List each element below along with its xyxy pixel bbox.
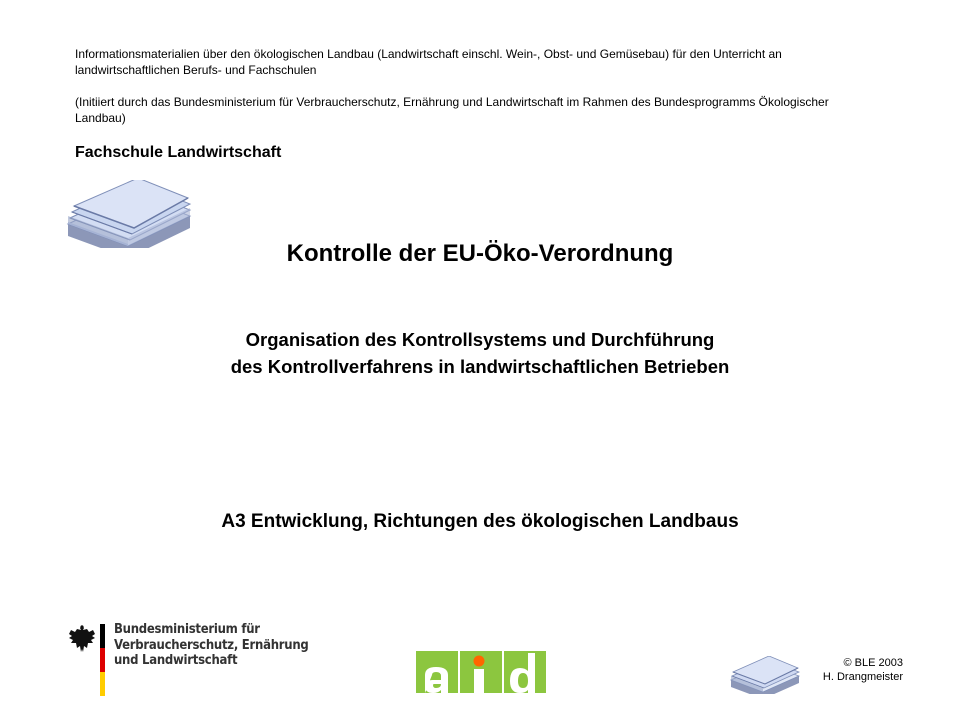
intro-line: Informationsmaterialien über den ökologischen Landbau (Landwirtschaft einschl. Wein-, Obst- und Gemüsebau) für den Unterricht an landwirtschaftlichen Berufs- und Fachschulen [75,47,782,77]
ministry-line-1: Bundesministerium für [114,622,260,637]
ministry-line-3: und Landwirtschaft [114,653,238,668]
subtitle-line-1: Organisation des Kontrollsystems und Durchführung [245,329,715,350]
federal-eagle-icon [66,622,98,656]
ministry-logo [66,622,309,700]
main-title: Kontrolle der EU-Öko-Verordnung [286,240,674,267]
ministry-line-2: Verbraucherschutz, Ernährung [114,637,309,653]
copyright-block [800,656,903,684]
german-flag-bar [100,624,105,696]
section-title: A3 Entwicklung, Richtungen des ökologischen Landbaus [221,511,739,532]
author: H. Drangmeister [822,671,903,683]
intro-text [75,46,875,126]
ministry-name [114,622,309,669]
school-label: Fachschule Landwirtschaft [75,144,282,161]
copyright: © BLE 2003 [843,657,903,669]
subtitle-line-2: des Kontrollverfahrens in landwirtschaftlichen Betrieben [230,356,730,377]
aid-logo [416,651,546,693]
paper-stack-small-icon [727,656,802,694]
initiative-line: (Initiiert durch das Bundesministerium für Verbraucherschutz, Ernährung und Landwirtschaft im Rahmen des Bundesprogramms Ökologischer Landbau) [75,95,829,125]
subtitle [0,326,960,380]
paper-stack-icon [60,180,196,248]
